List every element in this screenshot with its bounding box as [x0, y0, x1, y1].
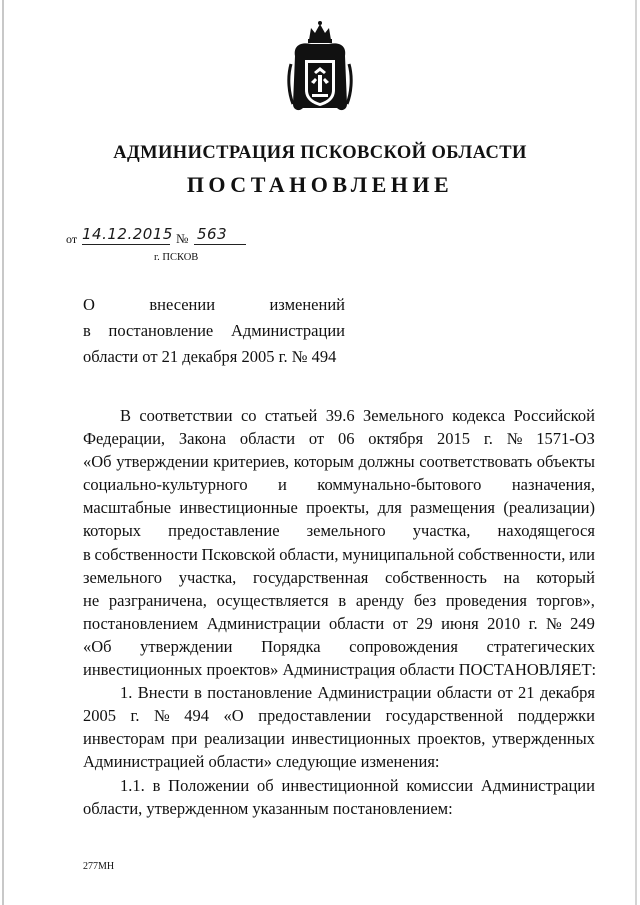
body-word: в: [194, 683, 202, 703]
number-underline: [194, 244, 246, 245]
body-word: Российской: [513, 406, 595, 425]
body-word: области: [239, 429, 296, 449]
body-word: инвесторам: [83, 729, 165, 749]
body-word: не: [83, 590, 100, 610]
body-line: [83, 635, 595, 658]
body-word: назначения,: [511, 475, 595, 495]
body-word: «Об: [83, 452, 112, 472]
body-word: области: [329, 613, 385, 633]
body-word: 1571-ОЗ: [536, 429, 595, 449]
body-word: торгов»,: [536, 590, 595, 610]
body-word: №: [506, 429, 523, 449]
body-line: [83, 473, 595, 496]
body-line: [83, 612, 595, 635]
body-word: или: [569, 544, 595, 564]
body-word: которым: [293, 452, 354, 472]
subject-word: О: [83, 295, 95, 314]
body-word: от: [392, 613, 408, 633]
document-number: 563: [197, 225, 228, 243]
body-word: «Об: [83, 636, 112, 656]
body-word: №: [154, 706, 170, 726]
body-word: 2015: [436, 429, 470, 449]
body-word: 29: [416, 613, 433, 633]
body-word: 1.: [120, 683, 133, 703]
body-word: предоставлении: [258, 706, 372, 726]
body-word: государственной: [385, 706, 504, 726]
scan-edge-left: [2, 0, 4, 905]
body-word: 494: [184, 706, 210, 726]
body-word: для: [377, 498, 402, 518]
body-word: от: [308, 429, 325, 449]
body-line: [83, 727, 595, 750]
body-word: Администрации: [206, 613, 321, 633]
body-word: комиссии: [406, 775, 474, 795]
body-line: области, утвержденном указанным постановлением:: [83, 798, 453, 818]
body-word: в: [83, 544, 91, 564]
body-word: области: [436, 683, 493, 703]
subject-line-3: области от 21 декабря 2005 г. № 494: [83, 347, 337, 366]
body-word: инвестиционные: [179, 498, 298, 518]
body-word: поддержки: [517, 706, 595, 726]
subject-line-1: [83, 292, 345, 318]
body-word: разграничена,: [108, 590, 207, 610]
body-line: [83, 519, 595, 542]
body-word: об: [257, 775, 274, 795]
subject-word: постановление: [108, 321, 214, 340]
body-word: постановлением: [83, 613, 199, 633]
body-word: г.: [483, 429, 493, 449]
body-word: земельного: [83, 567, 163, 587]
date-underline: [82, 244, 170, 245]
body-word: Псковской: [201, 544, 276, 564]
subject-word: изменений: [269, 295, 345, 314]
body-line: [83, 681, 595, 704]
subject-word: внесении: [149, 295, 216, 314]
body-word: соответствии: [139, 406, 233, 425]
body-word: 06: [337, 429, 355, 449]
body-word: участка,: [178, 567, 237, 587]
body-word: области,: [279, 544, 339, 564]
city-name: г. ПСКОВ: [154, 252, 199, 263]
body-word: 2010: [487, 613, 521, 633]
body-word: аренду: [355, 590, 405, 610]
body-word: со: [240, 406, 257, 425]
body-word: 21: [518, 683, 535, 703]
body-word: 39.6: [325, 406, 355, 425]
body-word: проведения: [445, 590, 527, 610]
body-line: [83, 774, 595, 797]
body-word: муниципальной: [342, 544, 455, 564]
body-word: социально-культурного: [83, 475, 248, 495]
body-word: Администрации: [317, 683, 432, 703]
body-word: сопровождения: [349, 636, 458, 656]
body-word: объекты: [536, 452, 595, 472]
body-word: 2005: [83, 706, 116, 726]
body-word: Земельного: [362, 406, 444, 425]
body-word: собственности,: [457, 544, 566, 564]
body-word: утверждении: [116, 452, 209, 472]
body-line: [83, 450, 595, 473]
body-word: №: [546, 613, 562, 633]
body-word: собственности: [94, 544, 198, 564]
body-word: стратегических: [486, 636, 595, 656]
body-word: предоставление: [168, 521, 280, 541]
body-word: октября: [368, 429, 424, 449]
body-word: проектов,: [417, 729, 486, 749]
body-word: который: [536, 567, 595, 587]
body-word: (реализации): [503, 498, 595, 518]
body-word: критериев,: [213, 452, 290, 472]
body-word: без: [413, 590, 437, 610]
body-word: коммунально-бытового: [317, 475, 482, 495]
body-line: инвестиционных проектов» Администрация области ПОСТАНОВЛЯЕТ:: [83, 660, 597, 680]
body-word: земельного: [306, 521, 386, 541]
body-word: государственная: [252, 567, 369, 587]
body-word: участка,: [412, 521, 471, 541]
body-word: собственность: [385, 567, 487, 587]
coat-of-arms-emblem: [287, 20, 353, 114]
body-line: [83, 589, 595, 612]
body-word: июня: [441, 613, 479, 633]
body-word: инвестиционной: [281, 775, 399, 795]
document-body: [83, 404, 595, 820]
body-word: на: [503, 567, 520, 587]
body-word: масштабные: [83, 498, 172, 518]
body-word: г.: [528, 613, 538, 633]
body-word: кодекса: [452, 406, 506, 425]
subject-word: в: [83, 321, 91, 340]
footer-code: 277МН: [83, 861, 115, 872]
body-word: 1.1.: [120, 775, 145, 795]
document-type-title: ПОСТАНОВЛЕНИЕ: [186, 172, 454, 197]
body-line: [83, 427, 595, 450]
body-word: соответствовать: [419, 452, 533, 472]
body-word: Внести: [137, 683, 189, 703]
body-word: Положении: [168, 775, 250, 795]
body-word: реализации: [204, 729, 285, 749]
body-word: декабря: [539, 683, 595, 703]
body-word: утвержденных: [492, 729, 595, 749]
body-word: которых: [83, 521, 142, 541]
body-line: [83, 566, 595, 589]
body-word: Федерации,: [83, 429, 166, 449]
body-line: [83, 704, 595, 727]
body-word: при: [171, 729, 198, 749]
body-word: Порядка: [261, 636, 321, 656]
document-date: 14.12.2015: [82, 225, 173, 243]
body-word: г.: [130, 706, 140, 726]
body-word: утверждении: [140, 636, 233, 656]
body-word: находящегося: [497, 521, 595, 541]
body-word: должны: [358, 452, 415, 472]
body-line: [83, 496, 595, 519]
date-prefix: от: [66, 232, 78, 246]
body-word: В: [120, 406, 132, 425]
body-word: инвестиционных: [291, 729, 411, 749]
body-word: «О: [223, 706, 244, 726]
number-label: №: [176, 231, 189, 246]
body-word: и: [278, 475, 287, 495]
subject-word: Администрации: [230, 321, 345, 340]
body-word: от: [497, 683, 513, 703]
body-word: осуществляется: [216, 590, 329, 610]
body-word: Закона: [178, 429, 227, 449]
body-word: проекты,: [306, 498, 370, 518]
scan-edge-right: [635, 0, 637, 905]
body-line: [83, 404, 595, 427]
subject-line-2: [83, 318, 345, 344]
body-word: постановление: [207, 683, 313, 703]
body-word: в: [152, 775, 161, 795]
body-word: статьей: [264, 406, 318, 425]
organization-name: АДМИНИСТРАЦИЯ ПСКОВСКОЙ ОБЛАСТИ: [113, 143, 527, 163]
body-line: [83, 543, 595, 566]
body-line: Администрацией области» следующие изменения:: [83, 752, 440, 772]
body-word: 249: [570, 613, 595, 633]
body-word: в: [338, 590, 347, 610]
body-word: Администрации: [480, 775, 595, 795]
body-word: размещения: [410, 498, 496, 518]
